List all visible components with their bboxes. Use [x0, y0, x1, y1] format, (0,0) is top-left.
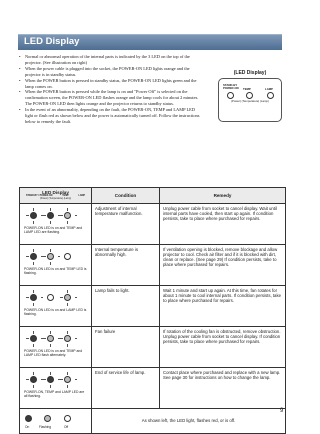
led-display-caption: (LED Display): [233, 70, 267, 76]
lamp-led-flash-icon: [64, 376, 71, 383]
led-glow-ray: [33, 331, 34, 334]
table-header-row: [20, 188, 286, 204]
led-caption: POWER-ON LED is on and TEMP and LAMP LED flash alternately.: [24, 348, 83, 357]
led-caption: POWER-ON LED is on and TEMP LED is flashing.: [24, 266, 87, 275]
power-led-on-icon: [30, 253, 37, 260]
table-row: [20, 244, 286, 285]
led-indicator-cell: [20, 203, 92, 244]
standby-label: STAND-BY: [223, 83, 238, 87]
bullet-item: • When the power cable is plugged into the socket, the POWER-ON LED lights orange and the projector is in standby status.: [19, 66, 203, 78]
power-led-on-icon: [30, 212, 37, 219]
lamp-led-icon: [267, 92, 274, 99]
condition-cell: Adjustment of internal temperature malfunction.: [92, 203, 160, 244]
led-glow-ray: [33, 262, 34, 265]
led-glow-ray: [50, 344, 51, 347]
led-glow-ray: [75, 297, 78, 298]
led-glow-ray: [33, 303, 34, 306]
lamp-led-label: LAMP: [265, 87, 273, 91]
lamp-led-flash-icon: [64, 335, 71, 342]
led-panel-footer: (Power) (Temperature) (Lamp): [231, 99, 269, 103]
temp-led-on-icon: [47, 376, 54, 383]
table-row: [20, 203, 286, 244]
section-title: LED Display: [24, 36, 80, 47]
temp-led-off-icon: [47, 294, 54, 301]
led-glow-ray: [50, 249, 51, 252]
led-display-header: [20, 188, 92, 204]
led-glow-ray: [43, 215, 46, 216]
legend-row: [20, 408, 286, 433]
temp-led-flash-icon: [47, 253, 54, 260]
remedy-cell: Contact place where purchased and replace with a new lamp. See page 30 for instructions on how to change the lamp.: [160, 367, 286, 408]
remedy-cell: If rotation of the cooling fan is obstructed, remove obstruction. Unplug power cable from socket to cancel display. If condition persists, take to place where purchased for repairs.: [160, 326, 286, 367]
led-glow-ray: [33, 221, 34, 224]
led-glow-ray: [33, 249, 34, 252]
led-glow-ray: [26, 256, 29, 257]
power-led-on-icon: [30, 335, 37, 342]
remedy-cell: Wait 1 minute and start up again. At this time, fan rotates for about 1 minute to cool internal parts. If condition persists, take to place where purchased for repairs.: [160, 285, 286, 326]
condition-header: Condition: [92, 188, 160, 204]
bullet-item: • In the event of an abnormality, depending on the fault, the POWER-ON, TEMP and LAMP LED light or flash red as shown below and the power is automatically turned off. Follow the instructions below to remedy the fault.: [19, 107, 203, 125]
led-glow-ray: [67, 385, 68, 388]
led-glow-ray: [60, 379, 63, 380]
legend-flashing-label: Flashing: [39, 424, 52, 429]
led-indicator-group: [25, 292, 71, 304]
legend-note: As shown left, the LED light, flashes red, or is off.: [92, 408, 286, 433]
led-glow-ray: [50, 262, 51, 265]
led-glow-ray: [33, 208, 34, 211]
led-glow-ray: [67, 344, 68, 347]
led-header-title: LED Display: [42, 190, 69, 195]
temp-led-icon: [246, 92, 253, 99]
led-glow-ray: [26, 215, 29, 216]
led-glow-ray: [75, 379, 78, 380]
lamp-led-off-icon: [64, 253, 71, 260]
led-indicator-cell: [20, 326, 92, 367]
table-row: [20, 285, 286, 326]
led-indicator-cell: [20, 367, 92, 408]
led-glow-ray: [50, 221, 51, 224]
led-glow-ray: [50, 208, 51, 211]
lamp-led-flash-icon: [64, 212, 71, 219]
led-glow-ray: [26, 297, 29, 298]
bullet-item: • Normal or abnormal operation of the internal parts is indicated by the 3 LED on the top of the projector. (See illustration on right): [19, 54, 203, 66]
led-legend-cell: [20, 408, 92, 433]
led-glow-ray: [43, 338, 46, 339]
power-led-on-icon: [30, 376, 37, 383]
led-glow-ray: [60, 338, 63, 339]
remedy-header: Remedy: [160, 188, 286, 204]
led-glow-ray: [67, 372, 68, 375]
led-glow-ray: [26, 379, 29, 380]
led-glow-ray: [26, 338, 29, 339]
led-header-columns: [20, 195, 91, 197]
led-off-icon: [64, 415, 71, 422]
led-glow-ray: [41, 297, 44, 298]
led-indicator-group: [25, 374, 71, 386]
led-glow-ray: [33, 385, 34, 388]
led-header-temp: TEMP: [62, 195, 69, 197]
power-on-label: POWER-ON: [223, 86, 239, 91]
condition-cell: Lamp fails to light.: [92, 285, 160, 326]
legend-on-label: On: [25, 424, 30, 429]
led-caption: POWER-ON LED is on and TEMP and LAMP LED are flashing.: [24, 225, 83, 234]
bullet-item: • When the POWER button is pressed while the lamp is on and "Power Off" is selected on the confirmation screen, the POWER-ON LED flashes orange and the lamp cools for about 2 minutes. The POWER-ON LED then lights orange and the projector returns to standby status.: [19, 89, 203, 107]
intro-bullet-list: [19, 54, 203, 125]
led-glow-ray: [67, 208, 68, 211]
led-glow-ray: [67, 303, 68, 306]
led-caption: POWER-ON LED is on and LAMP LED is flashing.: [24, 307, 87, 316]
led-header-footer: (Power) (Temperature) (Lamp): [39, 198, 71, 200]
led-glow-ray: [58, 256, 61, 257]
led-indicator-cell: [20, 244, 92, 285]
led-glow-ray: [67, 221, 68, 224]
condition-cell: End of service life of lamp.: [92, 367, 160, 408]
temp-led-label: TEMP: [243, 87, 251, 91]
remedy-cell: If ventilation opening is blocked, remove blockage and allow projector to cool. Check air filter and if it is blocked with dirt, clean or replace. (See page 29) If condition persists, take to place where purchased for repairs.: [160, 244, 286, 285]
led-indicator-cell: [20, 285, 92, 326]
led-glow-ray: [75, 338, 78, 339]
led-status-table: [19, 187, 286, 434]
led-indicator-group: [25, 210, 71, 222]
bullet-item: • When the POWER button is pressed in standby status, the POWER-ON LED lights green and the lamp comes on.: [19, 78, 203, 90]
led-glow-ray: [50, 372, 51, 375]
remedy-cell: Unplug power cable from socket to cancel display. Wait until internal parts have cooled, then start up again. If condition persists, take to place where purchased for repairs.: [160, 203, 286, 244]
led-display-illustration: [218, 78, 282, 122]
led-glow-ray: [33, 290, 34, 293]
led-glow-ray: [67, 331, 68, 334]
condition-cell: Fan failure: [92, 326, 160, 367]
led-glow-ray: [60, 297, 63, 298]
section-header: [18, 34, 282, 50]
led-glow-ray: [75, 215, 78, 216]
led-caption: POWER-ON, TEMP and LAMP LED are all flashing.: [24, 389, 85, 398]
lamp-led-flash-icon: [64, 294, 71, 301]
led-header-lamp: LAMP: [78, 195, 85, 197]
condition-cell: Internal temperature is abnormally high.: [92, 244, 160, 285]
led-indicator-group: [25, 333, 71, 345]
led-glow-ray: [33, 372, 34, 375]
legend-off-label: Off: [64, 424, 69, 429]
led-glow-ray: [67, 290, 68, 293]
led-on-icon: [25, 415, 32, 422]
table-row: [20, 367, 286, 408]
led-legend: [25, 415, 85, 431]
led-glow-ray: [50, 331, 51, 334]
led-glow-ray: [60, 215, 63, 216]
led-glow-ray: [33, 344, 34, 347]
table-row: [20, 326, 286, 367]
led-glow-ray: [43, 379, 46, 380]
led-glow-ray: [50, 385, 51, 388]
power-led-label: [223, 84, 239, 90]
temp-led-flash-icon: [47, 335, 54, 342]
temp-led-on-icon: [47, 212, 54, 219]
led-indicator-group: [25, 251, 71, 263]
power-led-icon: [227, 92, 234, 99]
power-led-on-icon: [30, 294, 37, 301]
page-number: 9: [280, 408, 284, 414]
led-header-power: STAND-BY / POWER-ON: [26, 195, 53, 197]
led-glow-ray: [43, 256, 46, 257]
led-flashing-icon: [44, 415, 51, 422]
